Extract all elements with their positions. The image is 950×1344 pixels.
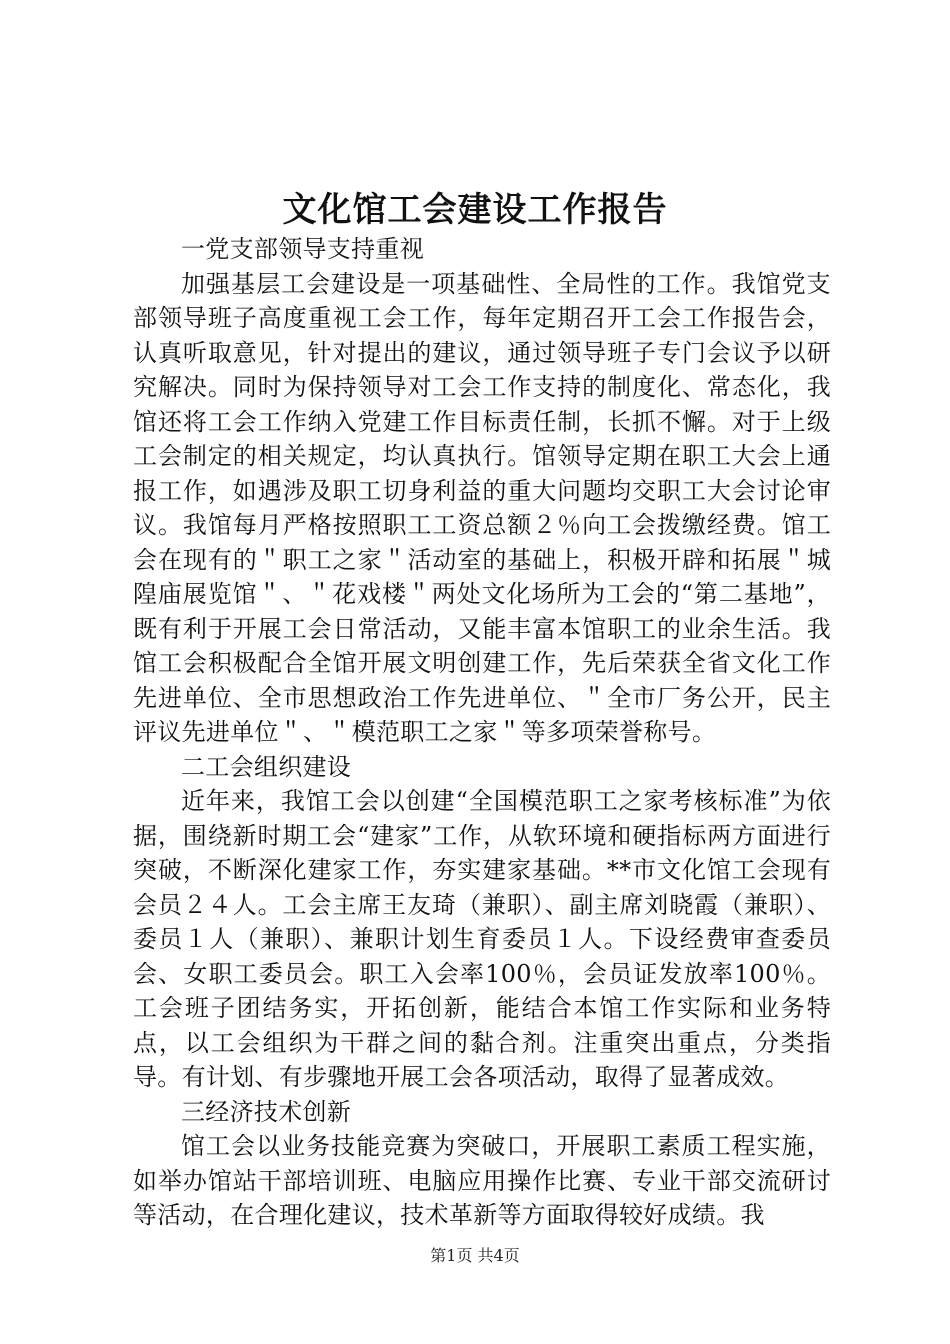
section-heading: 三经济技术创新 — [181, 1097, 352, 1126]
document-body — [133, 232, 831, 1233]
section-heading: 一党支部领导支持重视 — [181, 235, 424, 263]
document-title: 文化馆工会建设工作报告 — [282, 190, 668, 230]
body-paragraph: 近年来，我馆工会以创建“全国模范职工之家考核标准”为依据，围绕新时期工会“建家”工作，从软环境和硬指标两方面进行突破，不断深化建家工作，夯实建家基础。**市文化馆工会现有会员２４人。工会主席王友琦（兼职）、副主席刘晓霞（兼职）、委员１人（兼职）、兼职计划生育委员１人。下设经费审查委员会、女职工委员会。职工入会率100％，会员证发放率100％。工会班子团结务实，开拓创新，能结合本馆工作实际和业务特点，以工会组织为干群之间的黏合剂。注重突出重点，分类指导。有计划、有步骤地开展工会各项活动，取得了显著成效。 — [133, 787, 831, 1091]
section-heading: 二工会组织建设 — [181, 752, 352, 781]
body-paragraph: 加强基层工会建设是一项基础性、全局性的工作。我馆党支部领导班子高度重视工会工作，每年定期召开工会工作报告会，认真听取意见，针对提出的建议，通过领导班子专门会议予以研究解决。同时为保持领导对工会工作支持的制度化、常态化，我馆还将工会工作纳入党建工作目标责任制，长抓不懈。对于上级工会制定的相关规定，均认真执行。馆领导定期在职工大会上通报工作，如遇涉及职工切身利益的重大问题均交职工大会讨论审议。我馆每月严格按照职工工资总额２％向工会拨缴经费。馆工会在现有的＂职工之家＂活动室的基础上，积极开辟和拓展＂城隍庙展览馆＂、＂花戏楼＂两处文化场所为工会的“第二基地”，既有利于开展工会日常活动，又能丰富本馆职工的业余生活。我馆工会积极配合全馆开展文明创建工作，先后荣获全省文化工作先进单位、全市思想政治工作先进单位、＂全市厂务公开，民主评议先进单位＂、＂模范职工之家＂等多项荣誉称号。 — [133, 269, 831, 746]
body-paragraph: 馆工会以业务技能竞赛为突破口，开展职工素质工程实施，如举办馆站干部培训班、电脑应用操作比赛、专业干部交流研讨等活动，在合理化建议，技术革新等方面取得较好成绩。我 — [133, 1132, 831, 1229]
page-number-footer: 第1页 共4页 — [430, 1246, 520, 1265]
